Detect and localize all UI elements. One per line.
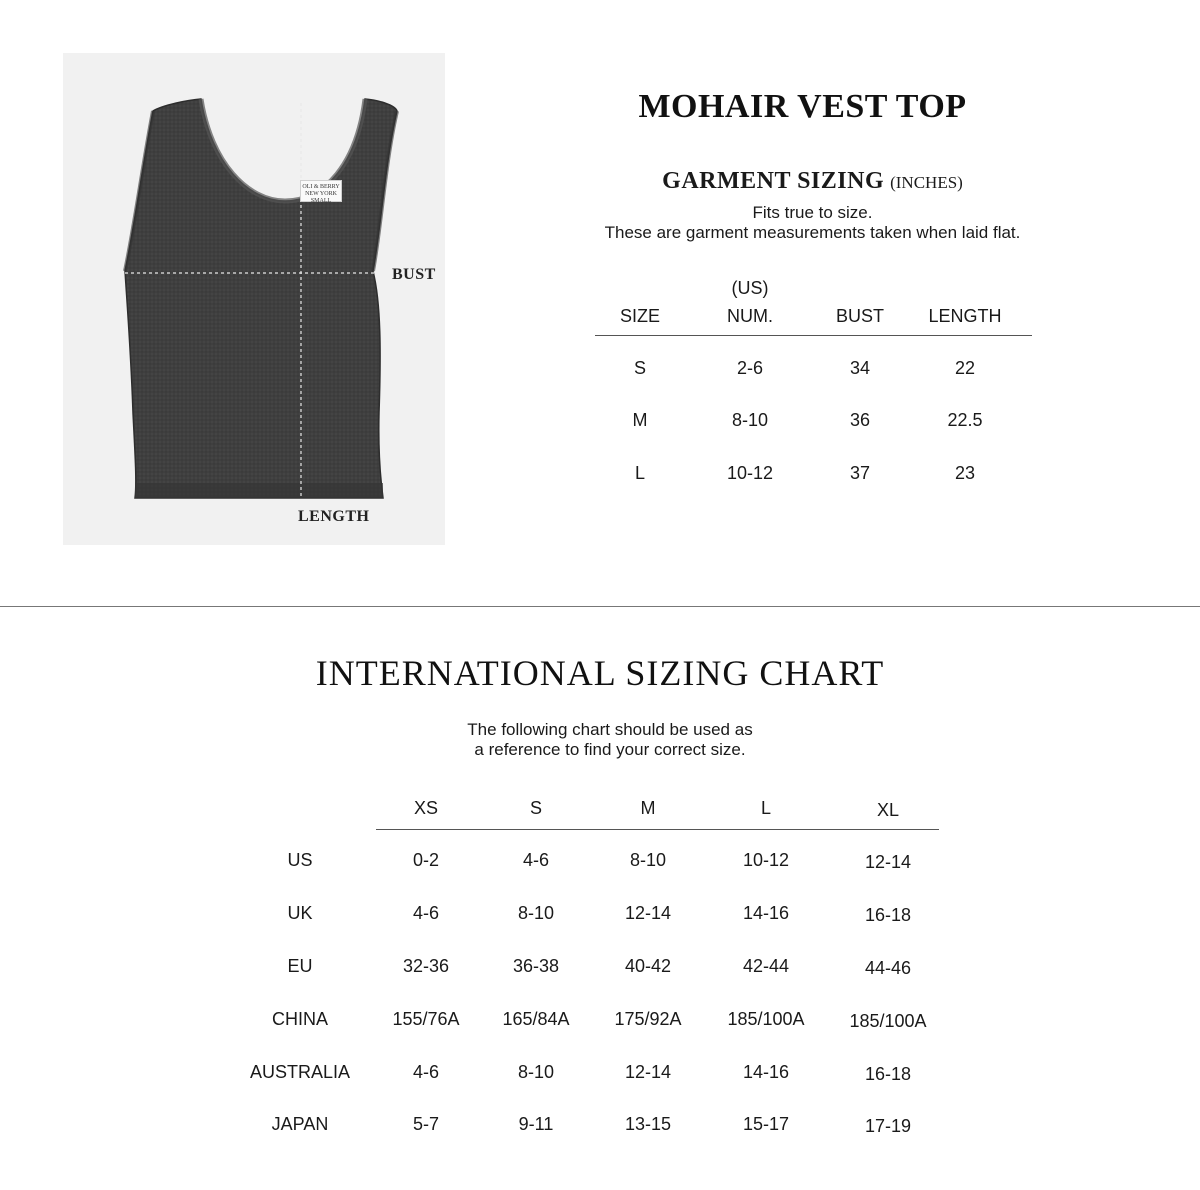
col-header-xl: XL xyxy=(876,800,900,820)
brand-tag-size: SMALL xyxy=(310,198,332,204)
col-header-m: M xyxy=(640,798,656,818)
cell-xs: 0-2 xyxy=(412,850,439,870)
product-photo xyxy=(63,53,445,545)
cell-s: 4-6 xyxy=(522,850,549,870)
cell-l: 42-44 xyxy=(742,956,790,976)
product-title: MOHAIR VEST TOP xyxy=(638,88,967,125)
vest-body xyxy=(125,99,397,498)
row-label: UK xyxy=(287,903,313,923)
cell-l: 10-12 xyxy=(742,850,790,870)
cell-xl: 16-18 xyxy=(864,1064,912,1084)
cell-length: 22.5 xyxy=(947,410,983,430)
fit-note-line-2: These are garment measurements taken when laid flat. xyxy=(604,223,1021,242)
cell-xs: 4-6 xyxy=(412,1062,439,1082)
table-row xyxy=(0,956,1200,982)
cell-xl: 12-14 xyxy=(864,852,912,872)
cell-xs: 5-7 xyxy=(412,1114,439,1134)
cell-size: L xyxy=(634,463,645,483)
brand-tag-city: NEW YORK xyxy=(305,191,337,197)
col-header-size: SIZE xyxy=(619,306,660,326)
cell-l: 14-16 xyxy=(742,1062,790,1082)
cell-xl: 44-46 xyxy=(864,958,912,978)
garment-sizing-heading xyxy=(560,168,1065,195)
garment-sizing-table xyxy=(595,278,1032,483)
cell-length: 22 xyxy=(954,358,976,378)
garment-table-header xyxy=(595,278,1032,336)
fit-note-line-1: Fits true to size. xyxy=(752,203,873,222)
international-table-header xyxy=(376,798,939,830)
cell-size: S xyxy=(633,358,646,378)
col-header-us-top: (US) xyxy=(731,278,769,298)
row-label: CHINA xyxy=(271,1009,328,1029)
cell-xs: 32-36 xyxy=(402,956,450,976)
cell-m: 12-14 xyxy=(624,903,672,923)
cell-xs: 155/76A xyxy=(392,1009,460,1029)
international-title: INTERNATIONAL SIZING CHART xyxy=(315,653,885,693)
cell-us-num: 8-10 xyxy=(731,410,769,430)
brand-tag-name: OLI & BERRY xyxy=(302,184,340,190)
international-note-line-1: The following chart should be used as xyxy=(467,720,753,739)
cell-m: 8-10 xyxy=(629,850,667,870)
cell-m: 12-14 xyxy=(624,1062,672,1082)
cell-xl: 17-19 xyxy=(864,1116,912,1136)
col-header-xs: XS xyxy=(413,798,438,818)
cell-bust: 37 xyxy=(849,463,871,483)
cell-xs: 4-6 xyxy=(412,903,439,923)
table-row xyxy=(595,358,1032,382)
table-row xyxy=(0,903,1200,929)
cell-m: 175/92A xyxy=(614,1009,682,1029)
cell-m: 13-15 xyxy=(624,1114,672,1134)
col-header-s: S xyxy=(529,798,542,818)
cell-bust: 34 xyxy=(849,358,871,378)
cell-xl: 185/100A xyxy=(849,1011,927,1031)
garment-sizing-unit: (INCHES) xyxy=(890,173,963,192)
cell-l: 185/100A xyxy=(727,1009,805,1029)
cell-l: 14-16 xyxy=(742,903,790,923)
bust-label: BUST xyxy=(392,266,436,283)
table-row xyxy=(595,410,1032,434)
cell-xl: 16-18 xyxy=(864,905,912,925)
col-header-length: LENGTH xyxy=(928,306,1002,326)
brand-tag xyxy=(300,180,342,202)
table-row xyxy=(0,1009,1200,1035)
cell-s: 165/84A xyxy=(502,1009,570,1029)
section-divider xyxy=(0,606,1200,607)
table-row xyxy=(595,463,1032,487)
garment-sizing-title: GARMENT SIZING xyxy=(662,168,885,194)
length-label: LENGTH xyxy=(298,508,370,525)
cell-size: M xyxy=(632,410,648,430)
row-label: US xyxy=(287,850,313,870)
cell-s: 36-38 xyxy=(512,956,560,976)
row-label: JAPAN xyxy=(271,1114,329,1134)
table-row xyxy=(0,1114,1200,1140)
fit-note xyxy=(560,203,1065,243)
col-header-l: L xyxy=(760,798,771,818)
international-note xyxy=(300,720,920,760)
cell-l: 15-17 xyxy=(742,1114,790,1134)
row-label: EU xyxy=(287,956,313,976)
cell-length: 23 xyxy=(954,463,976,483)
vest-illustration xyxy=(63,53,445,545)
row-label: AUSTRALIA xyxy=(249,1062,351,1082)
table-row xyxy=(0,850,1200,876)
cell-us-num: 2-6 xyxy=(736,358,763,378)
cell-s: 8-10 xyxy=(517,1062,555,1082)
cell-bust: 36 xyxy=(849,410,871,430)
col-header-num: NUM. xyxy=(727,306,773,326)
col-header-bust: BUST xyxy=(835,306,884,326)
cell-s: 9-11 xyxy=(518,1114,554,1134)
international-note-line-2: a reference to find your correct size. xyxy=(474,740,746,759)
table-row xyxy=(0,1062,1200,1088)
cell-us-num: 10-12 xyxy=(726,463,774,483)
cell-s: 8-10 xyxy=(517,903,555,923)
cell-m: 40-42 xyxy=(624,956,672,976)
